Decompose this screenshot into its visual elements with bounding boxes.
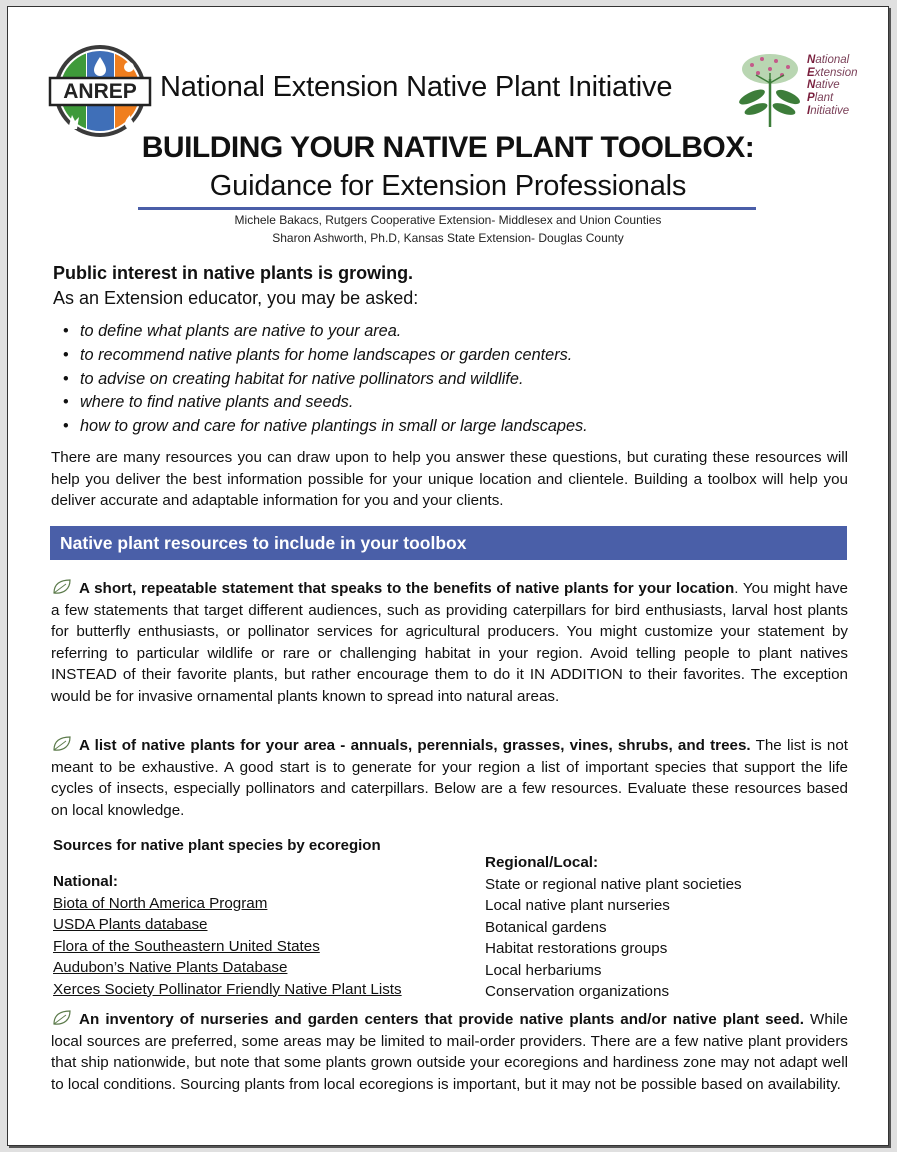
- site-title: National Extension Native Plant Initiative: [160, 71, 673, 103]
- list-item-text: to recommend native plants for home landscapes or garden centers.: [80, 345, 573, 364]
- header: [8, 41, 888, 141]
- regional-item: State or regional native plant societies: [485, 875, 742, 893]
- nenpi-initial: N: [807, 54, 816, 66]
- bullet-icon: •: [63, 322, 69, 340]
- nenpi-line: Initiative: [807, 104, 850, 117]
- list-item: [53, 391, 588, 415]
- national-sources: [53, 871, 402, 1000]
- document-title: BUILDING YOUR NATIVE PLANT TOOLBOX:: [141, 131, 755, 164]
- nenpi-line: Plant: [807, 92, 834, 105]
- anrep-logo-text: ANREP: [63, 80, 137, 103]
- sources-heading: Sources for native plant species by ecoregion: [53, 837, 381, 854]
- item-text: The list is not meant to be exhaustive. A good start is to generate for your region a list of important species that support the life cycles of insects, especially pollinators and caterpillars. Below are a few resources. Evaluate these resources based on local knowledge.: [51, 737, 848, 819]
- title-divider: [138, 207, 756, 210]
- source-link[interactable]: Flora of the Southeastern United States: [53, 937, 320, 955]
- list-item: [53, 344, 588, 368]
- nenpi-initial: I: [807, 104, 811, 117]
- toolbox-item: [51, 735, 848, 821]
- item-text: While local sources are preferred, some areas may be limited to mail-order providers. There are a few native plant providers that ship nationwide, but note that some plants grown outside your ecoregions and hardiness zone may not adapt well to local conditions. Sourcing plants from local ecoregions is important, but it may not be possible based on availability.: [51, 1011, 848, 1093]
- source-link[interactable]: Biota of North America Program: [53, 894, 268, 912]
- bullet-icon: •: [63, 345, 69, 364]
- section-heading: Native plant resources to include in your toolbox: [50, 526, 847, 560]
- intro-lead-bold: Public interest in native plants is growing.: [53, 263, 414, 283]
- nenpi-plant-logo: [732, 49, 802, 129]
- intro-lead: As an Extension educator, you may be asked:: [53, 288, 419, 308]
- toolbox-item: [51, 578, 848, 708]
- nenpi-line: Native: [807, 79, 840, 92]
- item-heading: A list of native plants for your area - annuals, perennials, grasses, vines, shrubs, and trees.: [79, 737, 751, 754]
- item-heading: An inventory of nurseries and garden centers that provide native plants and/or native plant seed.: [79, 1011, 804, 1028]
- authors: [8, 211, 888, 247]
- source-link[interactable]: Audubon’s Native Plants Database: [53, 959, 288, 976]
- toolbox-item: [51, 1009, 848, 1095]
- regional-label: Regional/Local:: [485, 854, 599, 871]
- list-item-text: how to grow and care for native plantings in small or large landscapes.: [80, 417, 588, 436]
- national-label: National:: [53, 873, 118, 890]
- bullet-icon: •: [63, 369, 69, 388]
- bullet-icon: •: [63, 393, 69, 412]
- regional-item: Botanical gardens: [485, 918, 607, 936]
- regional-item: Habitat restorations groups: [485, 940, 668, 957]
- anrep-logo: [44, 43, 156, 139]
- list-item-text: to define what plants are native to your area.: [80, 322, 402, 340]
- regional-item: Local herbariums: [485, 961, 602, 979]
- list-item-text: to advise on creating habitat for native pollinators and wildlife.: [80, 369, 524, 388]
- intro-paragraph: There are many resources you can draw upon to help you answer these questions, but curating these resources will help you deliver the best information possible for your unique location and clientele. Building a toolbox will help you deliver accurate and adaptable information for you and your clients.: [51, 449, 848, 510]
- item-text: . You might have a few statements that target different audiences, such as providing caterpillars for bird enthusiasts, larval host plants for butterfly enthusiasts, or pollinator services for agricultural producers. You might customize your statement by referring to particular wildlife or rare or challenging habitat in your region. Avoid telling people to plant natives INSTEAD of their favorite plants, but rather encourage them to do it IN ADDITION to their favorites. The exception would be for invasive ornamental plants known to spread into natural areas.: [51, 580, 848, 705]
- author-line: Sharon Ashworth, Ph.D, Kansas State Extension- Douglas County: [272, 231, 624, 245]
- list-item: [53, 368, 588, 392]
- list-item: [53, 320, 588, 344]
- nenpi-initial: E: [807, 66, 815, 79]
- regional-sources: [485, 852, 742, 1003]
- nenpi-line: National: [807, 54, 850, 66]
- document-subtitle: Guidance for Extension Professionals: [209, 170, 687, 202]
- item-heading: A short, repeatable statement that speaks to the benefits of native plants for your location: [79, 580, 735, 597]
- regional-item: Local native plant nurseries: [485, 897, 670, 914]
- document-page: [7, 6, 889, 1146]
- leaf-icon: [51, 578, 73, 596]
- bullet-icon: •: [63, 417, 69, 436]
- leaf-icon: [51, 1009, 73, 1027]
- source-link[interactable]: USDA Plants database: [53, 916, 208, 933]
- nenpi-initial: N: [807, 79, 816, 92]
- nenpi-initial: P: [807, 92, 815, 105]
- list-item: [53, 415, 588, 439]
- list-item-text: where to find native plants and seeds.: [80, 393, 354, 412]
- author-line: Michele Bakacs, Rutgers Cooperative Extension- Middlesex and Union Counties: [234, 213, 662, 227]
- source-link[interactable]: Xerces Society Pollinator Friendly Native Plant Lists: [53, 980, 402, 998]
- asks-list: [53, 320, 588, 439]
- nenpi-logo-text: [807, 54, 858, 118]
- nenpi-line: Extension: [807, 66, 858, 79]
- leaf-icon: [51, 735, 73, 753]
- regional-item: Conservation organizations: [485, 983, 670, 1000]
